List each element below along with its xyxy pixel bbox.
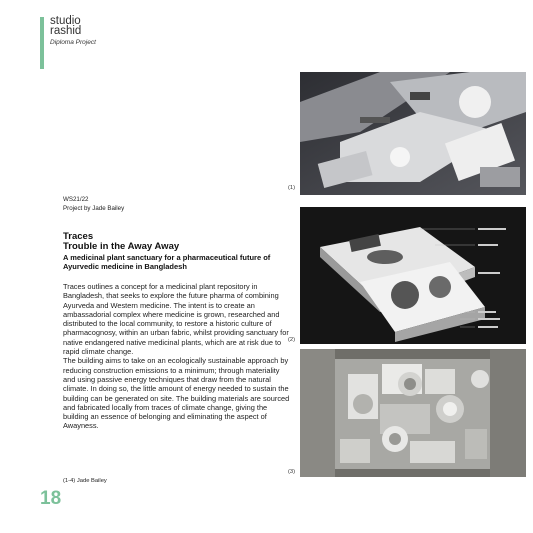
render-image-aerial bbox=[300, 72, 526, 195]
body-copy bbox=[63, 282, 291, 431]
page-number: 18 bbox=[40, 488, 62, 509]
image-credit: (1-4) Jade Bailey bbox=[63, 478, 107, 484]
project-meta bbox=[63, 195, 124, 213]
title-line-2: Trouble in the Away Away bbox=[63, 241, 180, 252]
author-label: Project by Jade Bailey bbox=[63, 205, 125, 212]
caption-1: (1) bbox=[288, 185, 296, 191]
title-line-1: Traces bbox=[63, 231, 94, 242]
render-image-axonometric bbox=[300, 207, 526, 344]
brand-subtitle: Diploma Project bbox=[50, 39, 96, 46]
caption-3: (3) bbox=[288, 469, 296, 475]
caption-2: (2) bbox=[288, 337, 296, 343]
render-image-plan bbox=[300, 349, 526, 477]
semester-label: WS21/22 bbox=[63, 196, 89, 203]
brand-line-1: studio bbox=[50, 15, 81, 27]
body-paragraph-2: The building aims to take on an ecologically sustainable approach by reducing construction emissions to a minimum; through materiality and using passive energy techniques that draw from the natural climate. In doing so, the little amount of energy needed to sustain the building can be generated on site. The building materials are sourced and fabricated locally from traces of climate change, giving the building an essence of belonging and eliminating the aspect of Awayness. bbox=[63, 356, 290, 431]
page-subtitle: A medicinal plant sanctuary for a pharmaceutical future of Ayurvedic medicine in Bangladesh bbox=[63, 253, 271, 271]
brand-line-2: rashid bbox=[50, 25, 82, 37]
page-title bbox=[63, 232, 179, 252]
brand-accent-bar bbox=[40, 17, 44, 69]
body-paragraph-1: Traces outlines a concept for a medicinal plant repository in Bangladesh, that seeks to explore the future pharma of combining Ayurveda and Western medicine. The intent is to create an ambassadorial complex where medicine is grown, researched and distributed to the local community, to restore a historic culture of pharmacognosy, within an urban fabric, whilst providing sanctuary for native endangered native medicinal plants, which are at risk due to rapid climate change. bbox=[63, 282, 289, 357]
studio-logo bbox=[50, 16, 96, 48]
